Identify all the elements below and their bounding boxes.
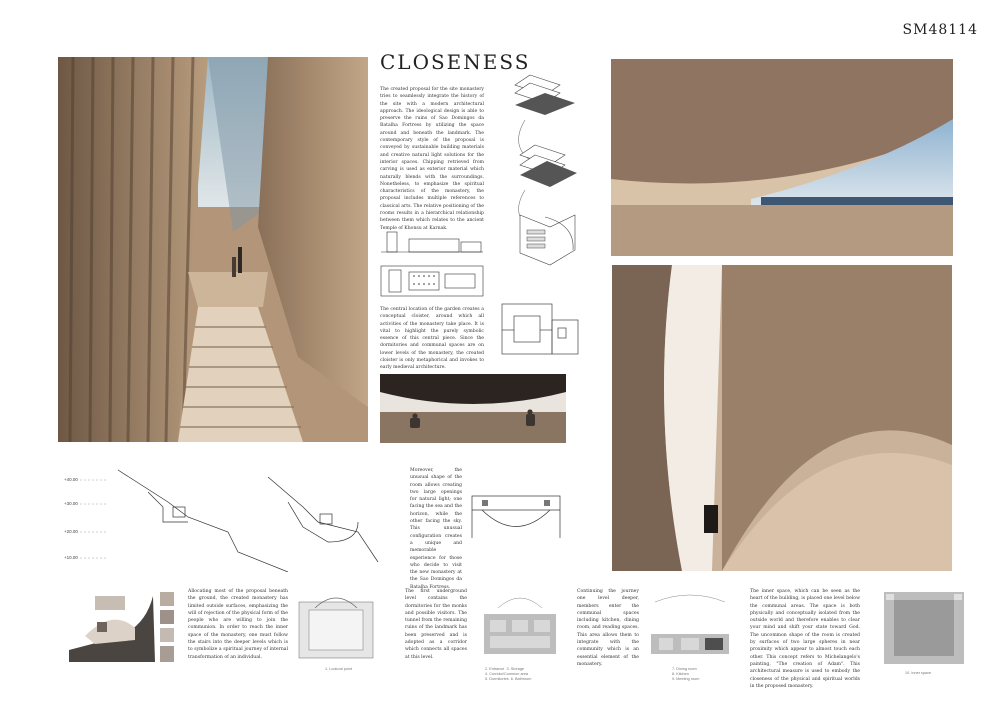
openings-paragraph: Moreover, the unusual shape of the room allows creating two large openings for natural light; one facing the sea and the horizon, while the other facing the sky. This unusual configuration creates a unique and memorable experience for those who decide to visit the new monastery at the Sao Domingos da Batalha Fortress. <box>410 468 462 590</box>
intro-paragraph: The created proposal for the site monastery tries to seamlessly integrate the history of the site with a modern architectural approach. The ideological design is able to preserve the ruins of Sao Domingos da Batalha Fortress by utilizing the space around and beneath the landmark. The contemporary style of the proposal is conveyed by sustainable building materials and creative natural light solutions for the interior spaces. Chipping retrieved from carving is used as exterior material which naturally blends with the surroundings. Nonetheless, to emphasize the spiritual characteristics of the monastery, the proposal includes multiple references to classical arts. The relative positioning of the rooms results in a hierarchical relationship between them which relates to the ancient Temple of Khonsu at Karnak. <box>380 87 484 231</box>
exploded-axonometric-diagram <box>505 65 585 280</box>
cloister-paragraph: The central location of the garden creates a conceptual cloister, around which all activities of the monastery take place. It is vital to highlight the purely symbolic essence of this central piece. Since the dormitories and communal spaces are on lower levels of the monastery, the created cloister is only metaphorical and invokes to early medieval architecture. <box>380 307 484 371</box>
lookout-point-plan <box>295 588 377 668</box>
level-label-40: +40.00 <box>64 477 78 482</box>
caption-dormitory-level: 2. Entrance 3. Storage 4. Corridor/Common area 5. Dormitories 6. Bathroom <box>485 667 532 681</box>
cloister-plan-drawing <box>498 300 582 364</box>
dormitory-level-plan <box>478 588 562 668</box>
level-label-20: +20.00 <box>64 529 78 534</box>
caption-inner-space: 10. Inner space <box>905 671 932 675</box>
inner-space-people-render <box>380 374 566 443</box>
level-label-30: +30.00 <box>64 501 78 506</box>
temple-of-khonsu-drawing <box>379 224 485 299</box>
sea-view-render <box>611 59 953 256</box>
inner-space-paragraph: The inner space, which can be seen as the heart of the building, is placed one level below the communal areas. The space is both physically and conceptually isolated from the outside world and therefore enables to clear your mind and shift your state toward God. The uncommon shape of the room is created by surfaces of two large spheres in near proximity which appear to almost touch each other. This concept refers to Michelangelo's painting, "The creation of Adam". This architectural measure is used to embody the closeness of the physical and spiritual worlds in the proposed monastery. <box>750 589 860 689</box>
dormitory-paragraph: The first underground level contains the dormitories for the monks and possible visitors. The tunnel from the remaining ruins of the landmark has been preserved and is adopted as a corridor which connects all spaces at this level. <box>405 589 467 660</box>
caption-communal-level: 7. Dining room 8. Kitchen 9. Meeting room <box>672 667 700 681</box>
sheet-code: SM48114 <box>902 22 978 38</box>
section-drawings <box>58 462 398 572</box>
stair-render-image <box>58 57 368 442</box>
underground-paragraph: Allocating most of the proposal beneath the ground, the created monastery has limited outside surfaces, emphasizing the will of rejection of the physical form of the people who are willing to join the communion. In order to reach the inner space of the monastery, one must follow the stairs into the deeper levels which is to symbolize a spiritual journey of internal transformation of an individual. <box>188 589 288 660</box>
inner-space-plan <box>880 588 968 668</box>
inner-sphere-render <box>612 265 952 571</box>
page-title: CLOSENESS <box>380 50 531 74</box>
caption-lookout: 1. Lookout point <box>325 667 353 671</box>
level-label-10: +10.00 <box>64 555 78 560</box>
communal-level-plan <box>645 588 735 668</box>
levels-collage-diagram <box>65 588 180 666</box>
inner-space-section-drawing <box>468 488 564 548</box>
communal-paragraph: Continuing the journey one level deeper, members enter the communal spaces including kitchen, dining room, and reading spaces. This area allows them to integrate with the community which is an essential element of the monastery. <box>577 589 639 667</box>
